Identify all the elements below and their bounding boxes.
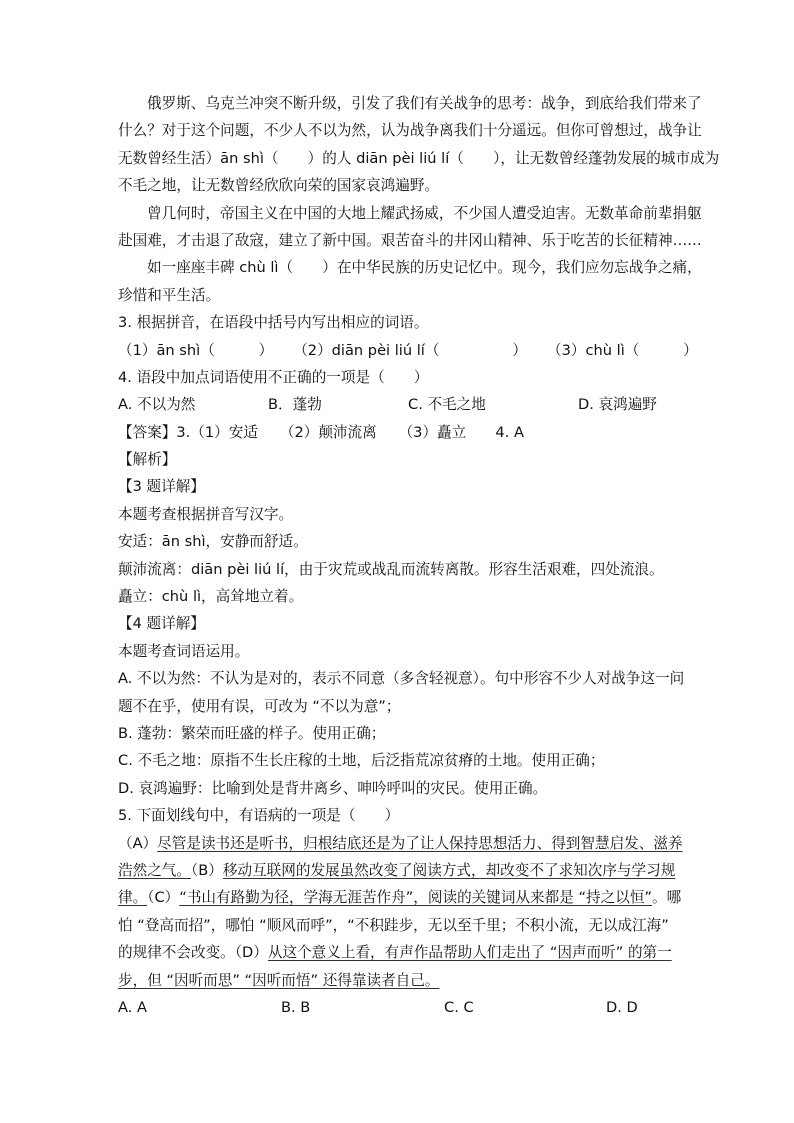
passage-paragraph-3 — [118, 254, 702, 309]
passage-line: 曾几何时，帝国主义在中国的大地上耀武扬威，不少国人遭受迫害。无数革命前辈捐躯 — [147, 204, 702, 222]
underlined-sentence-a: 尽管是读书还是听书，归根结底还是为了让人保持思想活力、得到智慧启发、滋养 — [157, 834, 683, 852]
analysis-line: C. 不毛之地：原指不生长庄稼的土地，后泛指荒凉贫瘠的土地。使用正确； — [118, 752, 605, 770]
q5-line — [118, 830, 683, 857]
analysis-header: 【解析】 — [118, 451, 177, 469]
analysis-line: 本题考查根据拼音写汉字。 — [118, 505, 294, 523]
question-3-stem: 3. 根据拼音，在语段中括号内写出相应的词语。 — [118, 314, 429, 332]
analysis-line: 本题考查词语运用。 — [118, 642, 250, 660]
passage-paragraph-1 — [118, 90, 720, 200]
underlined-sentence-d-cont: 步，但 “因听而思” “因听而悟” 还得靠读者自己。 — [118, 971, 440, 989]
question-3-item: （1）ān shì（ ） — [118, 341, 274, 359]
option-c: C. C — [444, 998, 474, 1016]
passage-paragraph-2 — [118, 200, 702, 255]
passage-line: 如一座座丰碑 chù lì（ ）在中华民族的历史记忆中。现今，我们应勿忘战争之痛， — [147, 259, 702, 277]
option-d: D. D — [606, 998, 638, 1016]
answer-line: 【答案】3.（1）安适 （2）颠沛流离 （3）矗立 4. A — [118, 423, 524, 441]
passage-line: 俄罗斯、乌克兰冲突不断升级，引发了我们有关战争的思考：战争，到底给我们带来了 — [147, 95, 702, 112]
analysis-line: 矗立：chù lì，高耸地立着。 — [118, 588, 304, 606]
analysis-line: 题不在乎，使用有误，可改为 “不以为意”； — [118, 697, 401, 715]
question-3-item: （2）diān pèi liú lí（ ） — [293, 341, 528, 359]
q5-label-d: 的规律不会改变。（D） — [118, 944, 268, 962]
q5-line: 怕 “登高而招”，哪怕 “顺风而呼”，“不积跬步，无以至千里；不积小流，无以成江海” — [118, 916, 669, 934]
q5-line — [118, 884, 682, 911]
passage-line: 珍惜和平生活。 — [118, 286, 221, 304]
q5-line — [118, 939, 674, 966]
question-4-options — [118, 391, 674, 418]
q5-label-a: （A） — [118, 834, 158, 852]
option-a: A. A — [118, 998, 147, 1016]
q5-line — [118, 857, 674, 884]
question-5-stem: 5. 下面划线句中，有语病的一项是（ ） — [118, 807, 400, 825]
question-3-items — [118, 337, 698, 364]
analysis-line: 颠沛流离：diān pèi liú lí，由于灾荒或战乱而流转离散。形容生活艰难，四处流浪。 — [118, 560, 664, 578]
q5-line — [118, 967, 674, 994]
analysis-line: 安适：ān shì，安静而舒适。 — [118, 533, 308, 551]
document-page — [118, 90, 720, 1021]
question-3-item: （3）chù lì（ ） — [547, 341, 698, 359]
q4-detail-header: 【4 题详解】 — [118, 615, 205, 633]
option-b: B. B — [281, 998, 311, 1016]
passage-line: 无数曾经生活）ān shì（ ）的人 diān pèi liú lí（ ），让无数曾经蓬勃发展的城市成为 — [118, 149, 720, 167]
passage-line: 赴国难，才击退了敌寇，建立了新中国。艰苦奋斗的井冈山精神、乐于吃苦的长征精神…… — [118, 231, 702, 249]
option-c: C. 不毛之地 — [408, 396, 486, 414]
option-a: A. 不以为然 — [118, 396, 196, 414]
q5-label-b: （B） — [190, 861, 223, 879]
underlined-sentence-d: 从这个意义上看，有声作品帮助人们走出了 “因声而听” 的第一 — [267, 944, 672, 962]
passage-line: 不毛之地，让无数曾经欣欣向荣的国家哀鸿遍野。 — [118, 177, 440, 195]
underlined-sentence-b: 移动互联网的发展虽然改变了阅读方式，却改变不了求知次序与学习规 — [222, 861, 676, 879]
analysis-line: A. 不以为然：不认为是对的，表示不同意（多含轻视意）。句中形容不少人对战争这一问 — [118, 670, 685, 688]
q5-label-c: （C） — [147, 889, 180, 907]
option-d: D. 哀鸿遍野 — [578, 396, 657, 414]
q5-text: 。哪 — [651, 889, 682, 907]
underlined-sentence-c: “书山有路勤为径，学海无涯苦作舟”，阅读的关键词从来都是 “持之以恒” — [179, 889, 652, 907]
question-4-stem: 4. 语段中加点词语使用不正确的一项是（ ） — [118, 368, 429, 386]
underlined-sentence-b-cont: 律。 — [118, 889, 148, 907]
q3-detail-header: 【3 题详解】 — [118, 478, 205, 496]
question-5-options — [118, 994, 674, 1021]
analysis-line: B. 蓬勃：繁荣而旺盛的样子。使用正确； — [118, 724, 386, 742]
option-b: B．蓬勃 — [268, 396, 322, 414]
analysis-line: D. 哀鸿遍野：比喻到处是背井离乡、呻吟呼叫的灾民。使用正确。 — [118, 779, 548, 797]
passage-line: 什么？对于这个问题，不少人不以为然，认为战争离我们十分遥远。但你可曾想过，战争让 — [118, 122, 702, 140]
underlined-sentence-a-cont: 浩然之气。 — [118, 861, 191, 879]
